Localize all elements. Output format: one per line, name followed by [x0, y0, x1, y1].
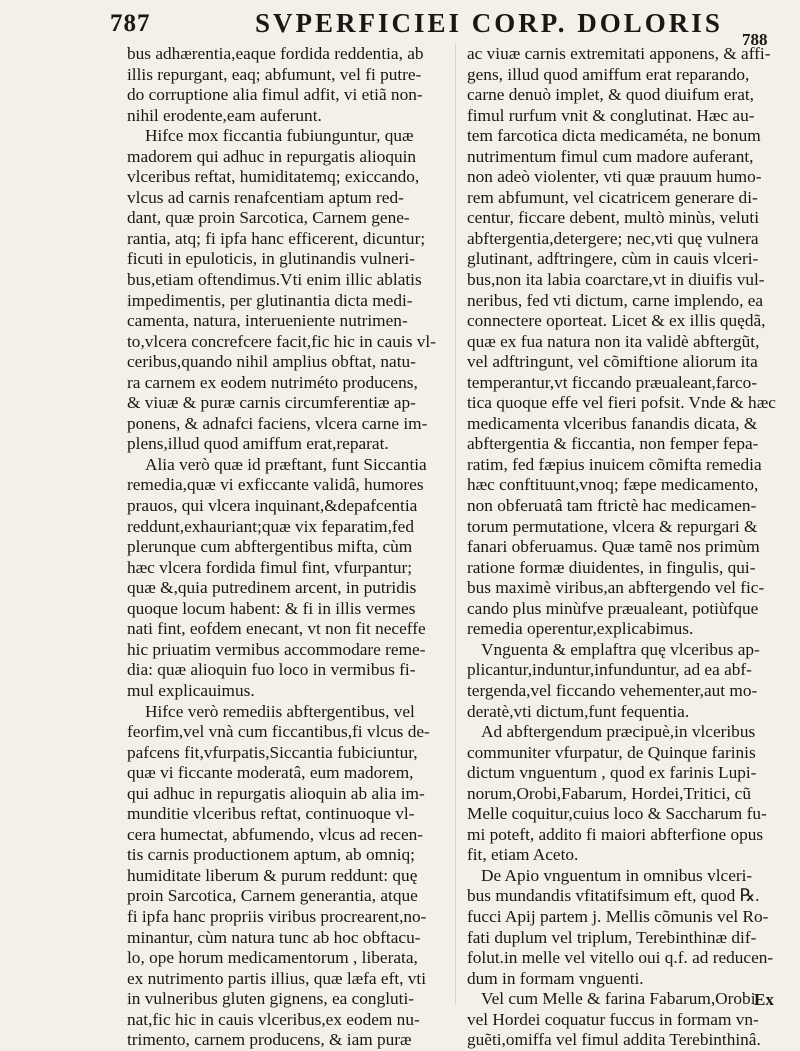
text-line: hæc conftituunt,vnoq; fæpe medicamento, — [467, 475, 759, 495]
text-line: centur, ficcare debent, multò minùs, veluti — [467, 208, 760, 228]
text-line: cera humectat, abfumendo, vlcus ad recen- — [127, 824, 424, 844]
catchword: Ex — [754, 990, 774, 1009]
text-line: fit, etiam Aceto. — [467, 845, 579, 865]
text-line: quæ vi ficcante moderatâ, eum madorem, — [127, 763, 414, 783]
text-line: rem abfumunt, vel cicatricem generare di- — [467, 187, 758, 207]
text-line: lo, ope horum medicamentorum , liberata, — [127, 948, 418, 968]
page-header — [0, 6, 800, 49]
text-line: ceribus,quando nihil amplius obftat, natu- — [127, 352, 416, 372]
text-line: pafcens fit,vfurpatis,Siccantia fubiciuntur, — [127, 742, 418, 762]
text-line: nihil erodente,eam auferunt. — [127, 105, 322, 125]
text-line: fimul rurfum vnit & conglutinat. Hæc au- — [467, 105, 755, 125]
text-line: dictum vnguentum , quod ex farinis Lupi- — [467, 763, 757, 783]
text-line: vel Hordei coquatur fuccus in formam vn- — [467, 1009, 759, 1029]
text-line: ac viuæ carnis extremitati apponens, & affi- — [467, 44, 771, 63]
text-line: bus mundandis vfitatifsimum eft, quod ℞. — [467, 886, 760, 906]
text-line: temperantur,vt ficcando præualeant,farco- — [467, 372, 758, 392]
text-line: ra carnem ex eodem nutriméto producens, — [127, 372, 418, 392]
running-head: SVPERFICIEI CORP. DOLORIS — [255, 8, 723, 38]
text-line: guẽti,omiffa vel fimul addita Terebinthinâ. — [467, 1030, 761, 1050]
text-line: De Apio vnguentum in omnibus vlceri- — [481, 865, 753, 885]
text-line: bus,etiam oftendimus.Vti enim illic ablatis — [127, 270, 422, 290]
text-line: glutinant, adftringere, cùm in cauis vlceri- — [467, 249, 759, 269]
text-line: quæ &,quia putredinem arcent, in putridis — [127, 578, 417, 598]
text-line: ratim, fed fæpius inuicem cõmifta remedia — [467, 454, 762, 474]
text-line: tergenda,vel ficcando vehementer,aut mo- — [467, 680, 758, 700]
text-line: hic priuatim vermibus accommodare reme- — [127, 639, 426, 659]
text-line: neribus, fed vti dictum, carne implendo, ea — [467, 290, 764, 310]
text-line: bus maximè viribus,an abftergendo vel fic- — [467, 578, 765, 598]
text-line: do corruptione alia fimul adfit, vi etiã non- — [127, 85, 423, 105]
text-line: bus adhærentia,eaque fordida reddentia, ab — [127, 44, 424, 63]
text-line: mul explicauimus. — [127, 680, 255, 700]
text-line: Hifce verò remediis abftergentibus, vel — [145, 701, 415, 721]
text-line: rantia, atq; fi ipfa hanc efficerent, dicuntur; — [127, 228, 426, 248]
text-line: fucci Apij partem j. Mellis cõmunis vel Ro- — [467, 906, 769, 926]
text-line: dia: quæ alioquin fuo loco in vermibus fi- — [127, 660, 416, 680]
text-line: Hifce mox ficcantia fubiunguntur, quæ — [145, 126, 414, 146]
text-line: nat,fic hic in cauis vlceribus,ex eodem nu- — [127, 1009, 420, 1029]
text-line: dum in formam vnguenti. — [467, 968, 644, 988]
left-text-column — [127, 44, 445, 1051]
text-line: hæc vlcera fordida fimul fint, vfurpantur; — [127, 557, 413, 577]
text-line: tem farcotica dicta medicaméta, ne bonum — [467, 126, 761, 146]
column-gutter — [455, 44, 456, 1004]
text-line: plens,illud quod amiffum erat,reparat. — [127, 434, 389, 454]
text-line: in vulneribus gluten gignens, ea congluti- — [127, 989, 415, 1009]
text-line: fati duplum vel triplum, Terebinthinæ dif- — [467, 927, 757, 947]
text-line: carne denuò implet, & quod diuifum erat, — [467, 85, 754, 105]
text-line: quoque locum habent: & fi in illis vermes — [127, 598, 416, 618]
text-line: folut.in melle vel vitello oui q.f. ad reducen- — [467, 948, 774, 968]
text-line: humiditate liberum & purum reddunt: quę — [127, 865, 418, 885]
text-line: vel adftringunt, vel cõmiftione aliorum ita — [467, 352, 758, 372]
text-line: nati fint, eofdem enecant, vt non fit neceffe — [127, 619, 426, 639]
text-line: plicantur,induntur,infunduntur, ad ea abf- — [467, 660, 752, 680]
text-line: Vel cum Melle & farina Fabarum,Orobi — [481, 989, 756, 1009]
text-line: vlceribus reftat, humiditatemq; exiccando, — [127, 167, 420, 187]
text-line: torum permutatione, vlcera & repurgari & — [467, 516, 758, 536]
text-line: tis carnis productionem aptum, ab omniq; — [127, 845, 415, 865]
text-line: impedimentis, per glutinantia dicta medi- — [127, 290, 413, 310]
text-line: abftergentia,detergere; nec,vti quę vulnera — [467, 228, 759, 248]
text-line: norum,Orobi,Fabarum, Hordei,Tritici, cũ — [467, 783, 751, 803]
text-line: fanari obferuamus. Quæ tamẽ nos primùm — [467, 537, 760, 557]
text-line: ponens, & adnafci faciens, vlcera carne im- — [127, 413, 428, 433]
text-line: deratè,vti dictum,funt fequentia. — [467, 701, 690, 721]
text-line: nutrimentum fimul cum madore auferant, — [467, 146, 754, 166]
text-line: dant, quæ proin Sarcotica, Carnem gene- — [127, 208, 410, 228]
text-line: ratione formæ diuidentes, in fingulis, qui- — [467, 557, 756, 577]
text-line: madorem qui adhuc in repurgatis alioquin — [127, 146, 417, 166]
right-text-column — [467, 44, 779, 1051]
text-line: ex nutrimento partis illius, quæ læfa eft, vti — [127, 968, 427, 988]
text-line: proin Sarcotica, Carnem generantia, atque — [127, 886, 418, 906]
text-line: gens, illud quod amiffum erat reparando, — [467, 64, 750, 84]
page-number-left: 787 — [110, 10, 151, 37]
text-line: Alia verò quæ id præftant, funt Siccantia — [145, 454, 427, 474]
text-line: remedia,quæ vi exficcante validâ, humores — [127, 475, 424, 495]
text-line: abftergentia & ficcantia, non femper fepa- — [467, 434, 759, 454]
text-line: ficuti in epuloticis, in glutinandis vulneri- — [127, 249, 415, 269]
text-line: non adeò violenter, vti quæ prauum humo- — [467, 167, 762, 187]
text-line: bus,non ita labia coarctare,vt in diuifis vul- — [467, 270, 765, 290]
text-line: vlcus ad carnis renafcentiam aptum red- — [127, 187, 404, 207]
text-line: minantur, cùm natura tunc ab hoc obftacu- — [127, 927, 421, 947]
text-line: munditie vlceribus reftat, continuoque vl- — [127, 804, 415, 824]
text-line: reddunt,exhauriant;quæ vix feparatim,fed — [127, 516, 414, 536]
text-line: Melle coquitur,cuius loco & Saccharum fu- — [467, 804, 767, 824]
text-line: communiter vfurpatur, de Quinque farinis — [467, 742, 756, 762]
text-line: tica quoque effe vel fieri pofsit. Vnde & hæc — [467, 393, 776, 413]
text-line: medicamenta vlceribus fanandis dicata, & — [467, 413, 758, 433]
text-line: camenta, natura, interueniente nutrimen- — [127, 311, 408, 331]
text-line: plerunque cum abftergentibus mifta, cùm — [127, 537, 413, 557]
text-line: quæ ex fua natura non ita validè abftergũt, — [467, 331, 760, 351]
text-line: fi ipfa hanc propriis viribus procrearent,no- — [127, 906, 427, 926]
text-line: non obferuatâ tam ftrictè hac medicamen- — [467, 496, 757, 516]
text-line: trimento, carnem producens, & iam puræ — [127, 1030, 412, 1050]
page-number-right: 788 — [742, 30, 768, 49]
text-line: cando plus minùfve præualeant, potiùfque — [467, 598, 759, 618]
text-line: Ad abftergendum præcipuè,in vlceribus — [481, 722, 756, 742]
text-line: qui adhuc in repurgatis alioquin ab alia im- — [127, 783, 425, 803]
text-line: remedia operentur,explicabimus. — [467, 619, 694, 639]
text-line: & viuæ & puræ carnis circumferentiæ ap- — [127, 393, 416, 413]
text-line: illis repurgant, eaq; abfumunt, vel fi putre- — [127, 64, 422, 84]
text-line: to,vlcera concrefcere facit,fic hic in cauis vl- — [127, 331, 436, 351]
text-line: Vnguenta & emplaftra quę vlceribus ap- — [481, 639, 760, 659]
text-line: feorfim,vel vnà cum ficcantibus,fi vlcus de- — [127, 722, 430, 742]
text-line: prauos, qui vlcera inquinant,&depafcentia — [127, 496, 418, 516]
text-line: mi poteft, addito fi maiori abfterfione opus — [467, 824, 764, 844]
text-line: connectere oporteat. Licet & ex illis quędã, — [467, 311, 766, 331]
